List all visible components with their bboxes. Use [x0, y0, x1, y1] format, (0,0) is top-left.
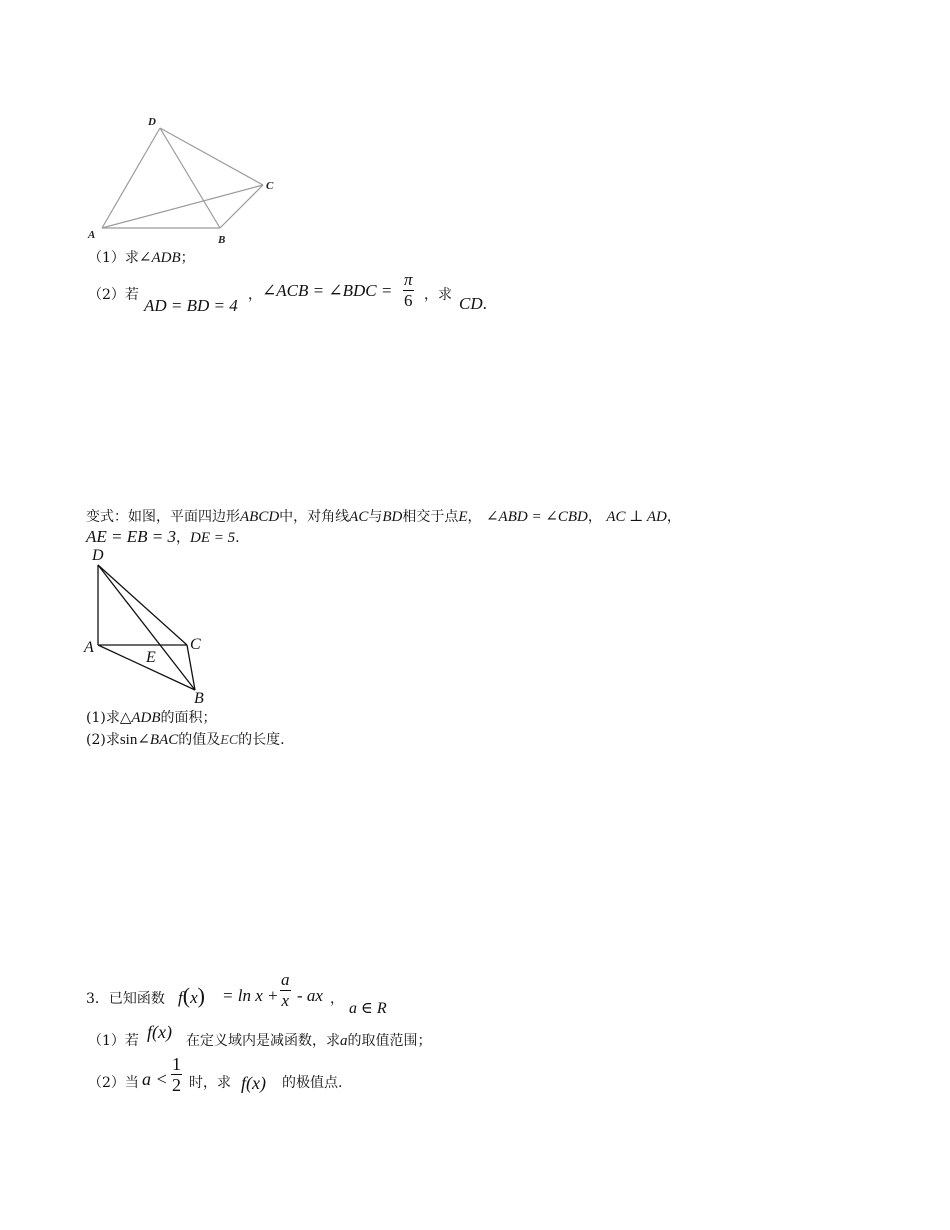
question-text: 在定义域内是减函数，求	[186, 1033, 340, 1049]
fraction-denominator: 2	[172, 1075, 181, 1095]
question-index: (1)	[86, 710, 106, 726]
edge-dc	[160, 128, 263, 185]
question-text: 的值及	[178, 732, 221, 748]
question-text: 当	[124, 1075, 139, 1091]
variant-text: 相交于点	[402, 509, 459, 525]
separator: ，	[248, 287, 262, 303]
label-a: A	[88, 229, 96, 241]
fraction-denominator: 6	[404, 291, 413, 310]
problem-text: 已知函数	[108, 991, 165, 1007]
variant-question-1	[86, 707, 217, 727]
question-index: （2）	[88, 287, 125, 303]
variant-text: 中，对角线	[279, 509, 350, 525]
question-text: 的取值范围；	[347, 1033, 432, 1049]
fraction-pi-over-6	[403, 270, 414, 311]
separator: ，	[467, 509, 482, 525]
problem3-question-2	[88, 1072, 139, 1092]
problem3-question-2-mid: 时，求	[189, 1075, 231, 1091]
label-b: B	[218, 234, 226, 246]
fraction-denominator: x	[281, 991, 290, 1010]
separator: ，	[330, 991, 344, 1007]
separator: ，	[424, 287, 438, 303]
question-text: 若	[124, 287, 139, 303]
paren: )	[197, 983, 205, 1008]
variant-statement-line2	[86, 527, 240, 547]
diagonal-db	[160, 128, 220, 228]
separator: ，	[666, 509, 681, 525]
question-text: 求	[105, 710, 120, 726]
variant-figure	[80, 545, 220, 707]
target-cd	[459, 294, 487, 314]
question-text: 的长度.	[238, 732, 285, 748]
diagonal-db	[98, 565, 195, 690]
domain-condition: a ∈ R	[349, 1000, 387, 1017]
edge-ad	[102, 128, 160, 228]
angle-equality: ∠ABD = ∠CBD	[485, 509, 588, 525]
question-text: 求	[124, 250, 139, 266]
question-index: （1）	[88, 1033, 125, 1049]
diagonal-ac	[102, 185, 263, 228]
variant-question-2	[86, 729, 285, 749]
perpendicular-condition: AC ⊥ AD	[606, 509, 667, 525]
question-index: （1）	[88, 250, 125, 266]
question-2-index-prefix	[88, 284, 139, 304]
separator: ，	[587, 509, 602, 525]
condition-a-less: a <	[142, 1069, 168, 1089]
question-text: 的面积；	[160, 710, 217, 726]
function-name: f	[178, 988, 183, 1007]
function-fx: f(x)	[147, 1022, 172, 1042]
variable: x	[190, 988, 198, 1007]
diagonal-ac-text: AC	[349, 509, 369, 525]
function-rhs-part1: = ln x +	[222, 986, 279, 1005]
question-index: (2)	[86, 732, 106, 748]
fraction-numerator: π	[404, 270, 413, 289]
quad-abcd: ABCD	[240, 509, 280, 525]
problem3-question-1	[88, 1030, 139, 1050]
ae-eb-condition: AE = EB = 3	[86, 527, 176, 546]
variant-text: 与	[368, 509, 383, 525]
function-fx: f(x)	[241, 1073, 266, 1093]
label-c: C	[190, 636, 201, 653]
problem3-question-2-suffix: 的极值点.	[282, 1075, 343, 1091]
label-d: D	[148, 116, 156, 128]
point-e-text: E	[458, 509, 468, 525]
question-text: 求	[105, 732, 120, 748]
condition-angles: ∠ACB = ∠BDC =	[262, 281, 393, 300]
period: .	[235, 530, 240, 546]
fraction-a-over-x	[280, 970, 291, 1011]
problem3-question-1-rest	[186, 1030, 432, 1050]
fraction-numerator: a	[281, 970, 290, 989]
condition-ad-bd: AD = BD = 4	[144, 296, 238, 315]
de-condition: DE = 5	[189, 530, 236, 546]
triangle-adb: △ADB	[119, 710, 161, 726]
label-b: B	[194, 690, 204, 707]
function-rhs-part2: - ax	[297, 986, 323, 1005]
question-1	[88, 247, 195, 267]
function-definition	[178, 983, 205, 1009]
ask-cd	[424, 284, 452, 304]
paren: (	[182, 983, 191, 1008]
question-text: 求	[438, 287, 452, 303]
question-text: 若	[124, 1033, 139, 1049]
fraction-one-half	[171, 1054, 182, 1095]
parameter-a: a	[340, 1033, 348, 1049]
sin-function: sin	[119, 732, 138, 748]
question-punct: ；	[180, 250, 195, 266]
problem3-intro	[86, 988, 165, 1008]
quadrilateral-figure	[80, 105, 290, 250]
segment-ec: EC	[220, 733, 239, 748]
edge-bc	[220, 185, 263, 228]
variant-text: 变式：如图，平面四边形	[86, 509, 240, 525]
question-index: （2）	[88, 1075, 125, 1091]
problem-number: 3．	[86, 991, 109, 1007]
label-a: A	[84, 639, 94, 656]
variant-statement-line1	[86, 506, 681, 526]
separator: ，	[175, 530, 190, 546]
label-c: C	[266, 180, 274, 192]
angle-bac: ∠BAC	[137, 732, 179, 748]
period: .	[482, 294, 487, 313]
fraction-numerator: 1	[172, 1054, 181, 1074]
label-e: E	[146, 649, 156, 666]
angle-adb: ∠ADB	[138, 250, 181, 266]
segment-cd: CD	[459, 294, 483, 313]
label-d: D	[92, 547, 104, 564]
edge-dc	[98, 565, 187, 645]
diagonal-bd-text: BD	[382, 509, 403, 525]
